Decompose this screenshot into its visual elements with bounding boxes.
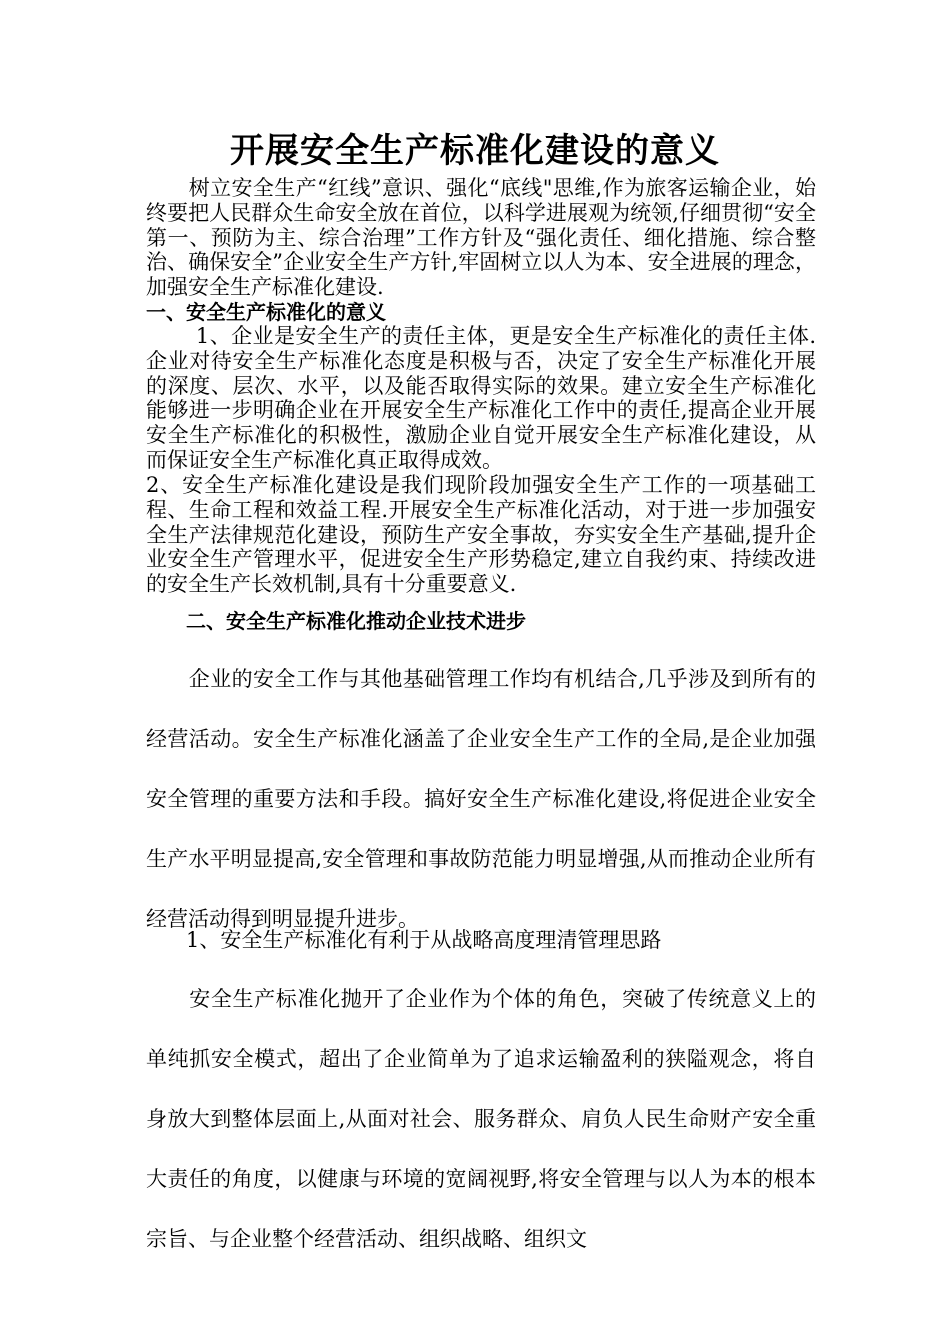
section1-heading: 一、安全生产标准化的意义 (146, 300, 386, 324)
intro-paragraph: 树立安全生产“红线”意识、强化“底线"思维,作为旅客运输企业，始终要把人民群众生命安全放在首位，以科学进展观为统领,仔细贯彻“安全第一、预防为主、综合治理”工作方针及“强化责任、细化措施、综合整治、确保安全”企业安全生产方针,牢固树立以人为本、安全进展的理念，加强安全生产标准化建设. (146, 176, 816, 300)
subsection1-paragraph: 安全生产标准化抛开了企业作为个体的角色，突破了传统意义上的单纯抓安全模式，超出了企业简单为了追求运输盈利的狭隘观念，将自身放大到整体层面上,从面对社会、服务群众、肩负人民生命财产安全重大责任的角度，以健康与环境的宽阔视野,将安全管理与以人为本的根本宗旨、与企业整个经营活动、组织战略、组织文 (146, 987, 816, 1251)
section1-paragraph-2: 2、安全生产标准化建设是我们现阶段加强安全生产工作的一项基础工程、生命工程和效益工程.开展安全生产标准化活动，对于进一步加强安全生产法律规范化建设，预防生产安全事故，夯实安全生产基础,提升企业安全生产管理水平，促进安全生产形势稳定,建立自我约束、持续改进的安全生产长效机制,具有十分重要意义. (146, 473, 816, 597)
section2-heading: 二、安全生产标准化推动企业技术进步 (186, 609, 526, 633)
document-title: 开展安全生产标准化建设的意义 (230, 131, 720, 171)
section2-paragraph-1: 企业的安全工作与其他基础管理工作均有机结合,几乎涉及到所有的经营活动。安全生产标准化涵盖了企业安全生产工作的全局,是企业加强安全管理的重要方法和手段。搞好安全生产标准化建设,将促进企业安全生产水平明显提高,安全管理和事故防范能力明显增强,从而推动企业所有经营活动得到明显提升进步。 (146, 667, 816, 931)
subsection1-heading: 1、安全生产标准化有利于从战略高度理清管理思路 (186, 928, 662, 952)
section1-paragraph-1: 1、企业是安全生产的责任主体，更是安全生产标准化的责任主体.企业对待安全生产标准化态度是积极与否，决定了安全生产标准化开展的深度、层次、水平，以及能否取得实际的效果。建立安全生产标准化能够进一步明确企业在开展安全生产标准化工作中的责任,提高企业开展安全生产标准化的积极性，激励企业自觉开展安全生产标准化建设，从而保证安全生产标准化真正取得成效。 (146, 324, 816, 472)
